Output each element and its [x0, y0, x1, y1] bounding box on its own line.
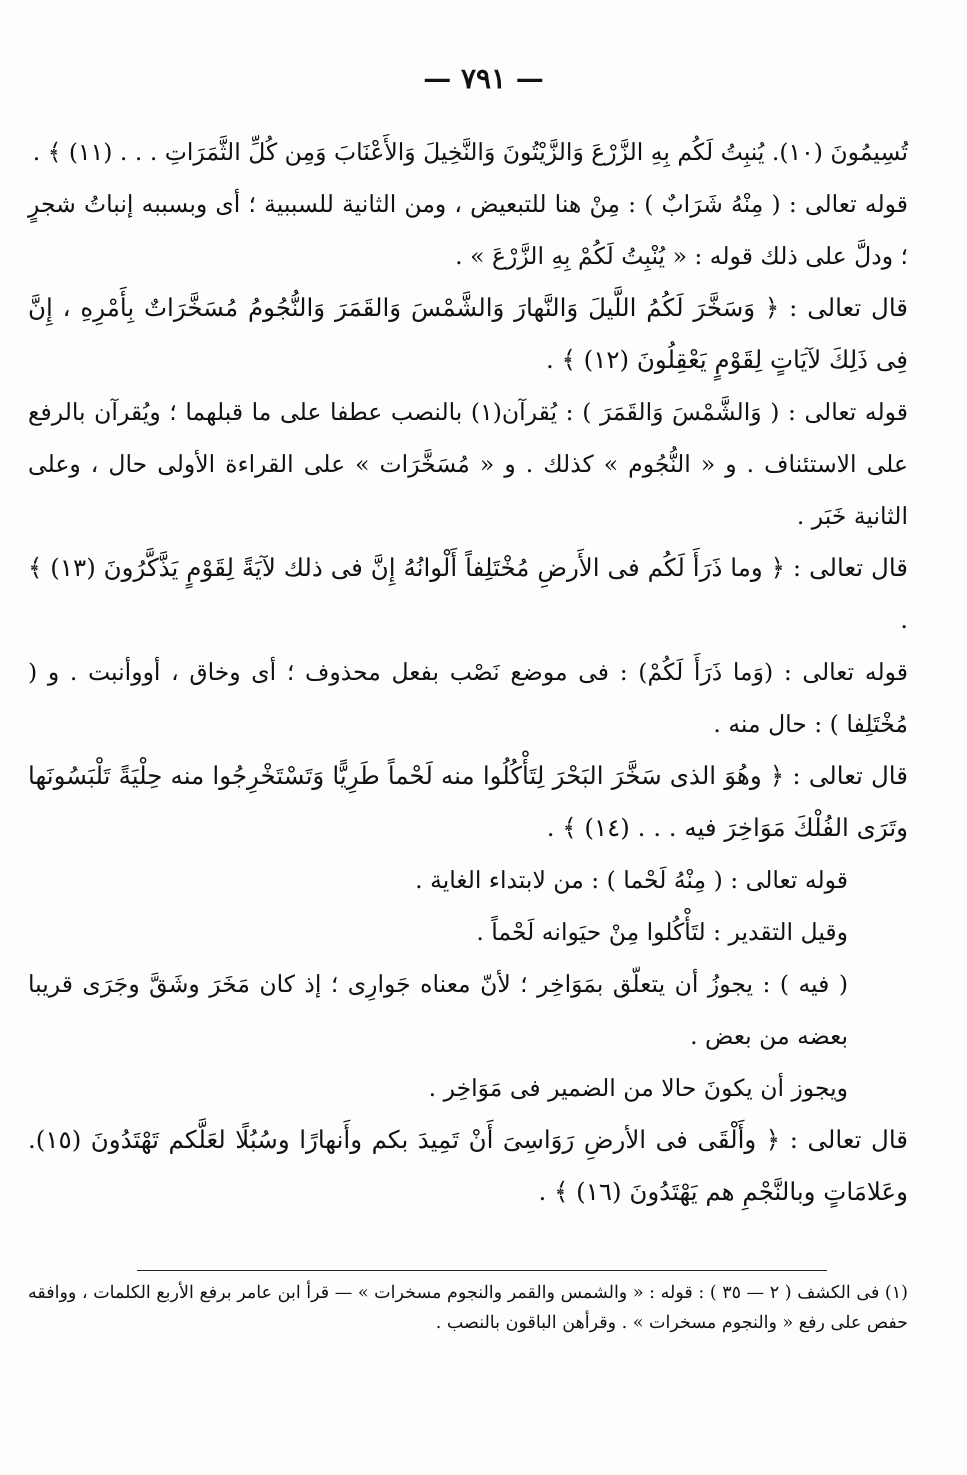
- paragraph-commentary-ma-dhara: قوله تعالى : (وَما ذَرَأَ لَكُمْ) : فى موضع نَصْب بفعل محذوف ؛ أى وخاق ، أووأنبت . و ( مُخْتَلِفا ) : حال منه .: [28, 658, 908, 738]
- footnote-divider: [137, 1270, 827, 1271]
- page-number: — ٧٩١ —: [423, 62, 544, 95]
- paragraph-commentary-minhu-sharab: قوله تعالى : ( مِنْهُ شَرَابٌ ) : مِنْ هنا للتبعيض ، ومن الثانية للسببية ؛ أى وبسببه إنباتُ شجرٍ ؛ ودلَّ على ذلك قوله : « يُنْبِتُ لَكُمْ بِهِ الزَّرْعَ » .: [28, 190, 908, 270]
- main-text-body: [28, 126, 908, 1218]
- paragraph-verse-15-16: قال تعالى : ﴿ وأَلْقَى فى الأرضِ رَوَاسِىَ أَنْ تَمِيدَ بكم وأَنهارًا وسُبُلًا لعَلَّكم تَهْتَدُونَ (١٥). وعَلامَاتٍ وبالنَّجْمِ هم يَهْتَدُونَ (١٦) ﴾ .: [28, 1125, 908, 1206]
- paragraph-commentary-minhu-lahma: قوله تعالى : ( مِنْهُ لَحْما ) : من لابتداء الغاية .: [415, 866, 848, 894]
- paragraph-commentary-shams-qamar: قوله تعالى : ( وَالشَّمْسَ وَالقَمَرَ ) : يُقرآن(١) بالنصب عطفا على ما قبلهما ؛ ويُقرآن بالرفع على الاستئناف . و « النُّجُوم » كذلك . و « مُسَخَّرَات » على القراءة الأولى حال ، وعلى الثانية خَبَر .: [28, 398, 908, 530]
- paragraph-commentary-hal: ويجوز أن يكونَ حالا من الضمير فى مَوَاخِر .: [428, 1074, 848, 1102]
- paragraph-verse-continuation: تُسِيمُونَ (١٠). يُنبِتُ لَكُم بِهِ الزَّرْعَ وَالزَّيْتُونَ وَالنَّخِيلَ وَالأَعْنَابَ وَمِن كُلِّ الثَّمَرَاتِ . . . (١١) ﴾ .: [32, 138, 908, 166]
- paragraph-commentary-fihi: ( فيه ) : يجوزُ أن يتعلّق بمَوَاخِر ؛ لأنّ معناه جَوارِى ؛ إذ كان مَخَرَ وشَقَّ وجَرَى قريبا بعضه من بعض .: [28, 970, 848, 1050]
- footnote-1: (١) فى الكشف ( ٢ — ٣٥ ) : قوله : « والشمس والقمر والنجوم مسخرات » — قرأ ابن عامر برفع الأربع الكلمات ، ووافقه حفص على رفع « والنجوم مسخرات » . وقرأهن الباقون بالنصب .: [28, 1283, 908, 1333]
- footnotes-section: [28, 1278, 908, 1338]
- paragraph-commentary-taqdir: وقيل التقدير : لتَأْكُلوا مِنْ حيَوانه لَحْماً .: [476, 918, 848, 946]
- paragraph-verse-14: قال تعالى : ﴿ وهُوَ الذى سَخَّرَ البَحْرَ لِتَأْكُلُوا منه لَحْماً طَرِيًّا وَتَسْتَخْرِجُوا منه حِلْيَةً تَلْبَسُونَها وتَرَى الفُلْكَ مَوَاخِرَ فيه . . . (١٤) ﴾ .: [28, 761, 908, 842]
- paragraph-verse-13: قال تعالى : ﴿ وما ذَرَأَ لَكُم فى الأَرضِ مُخْتَلِفاً أَلْوانُهُ إِنَّ فى ذلك لآيَةً لِقَوْمٍ يَذَّكَّرُونَ (١٣) ﴾ .: [28, 553, 909, 634]
- paragraph-verse-12: قال تعالى : ﴿ وَسَخَّرَ لَكُمُ اللَّيلَ وَالنَّهارَ وَالشَّمْسَ وَالقَمَرَ وَالنُّجُومُ مُسَخَّرَاتٌ بِأَمْرِهِ ، إِنَّ فِى ذَلِكَ لآيَاتٍ لِقَوْمٍ يَعْقِلُونَ (١٢) ﴾ .: [28, 293, 908, 374]
